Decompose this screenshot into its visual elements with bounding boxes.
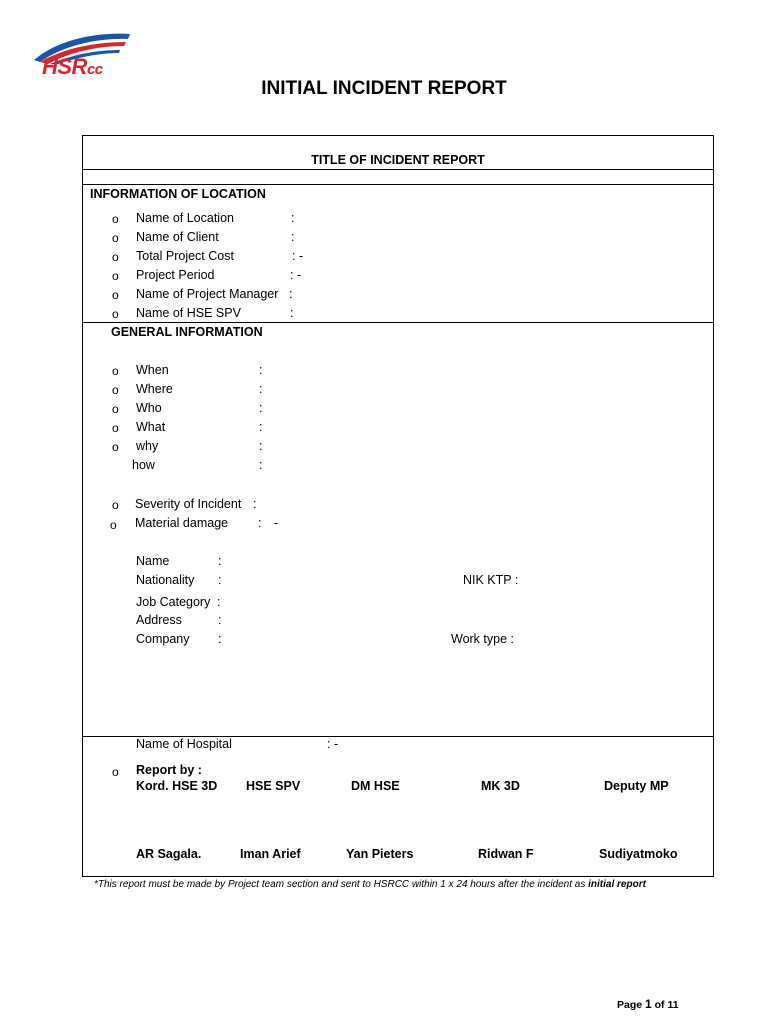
field-separator: : bbox=[259, 420, 263, 434]
footnote: *This report must be made by Project team section and sent to HSRCC within 1 x 24 hours after the incident as initial report bbox=[94, 879, 646, 890]
field-separator: : bbox=[218, 613, 222, 627]
signatory-name: Ridwan F bbox=[478, 847, 534, 861]
field-separator: : bbox=[217, 595, 221, 609]
field-separator: : bbox=[218, 554, 222, 568]
bullet-icon: o bbox=[112, 307, 119, 321]
field-label: When bbox=[136, 363, 169, 377]
field-separator: : bbox=[289, 287, 293, 301]
bullet-icon: o bbox=[112, 402, 119, 416]
table-title: TITLE OF INCIDENT REPORT bbox=[311, 153, 485, 167]
field-label: Project Period bbox=[136, 268, 215, 282]
field-label: Name of HSE SPV bbox=[136, 306, 241, 320]
field-label: Nationality bbox=[136, 573, 195, 587]
field-label: Who bbox=[136, 401, 162, 415]
field-label: Name of Hospital bbox=[136, 737, 232, 751]
field-label: Job Category bbox=[136, 595, 211, 609]
field-label: Severity of Incident bbox=[135, 497, 242, 511]
bullet-icon: o bbox=[112, 765, 119, 779]
bullet-icon: o bbox=[112, 383, 119, 397]
field-separator: : bbox=[218, 573, 222, 587]
location-heading: INFORMATION OF LOCATION bbox=[90, 187, 266, 201]
field-label: how bbox=[132, 458, 155, 472]
signatory-name: Iman Arief bbox=[240, 847, 301, 861]
field-label: What bbox=[136, 420, 166, 434]
field-label: why bbox=[136, 439, 159, 453]
bullet-icon: o bbox=[112, 288, 119, 302]
company-logo bbox=[30, 30, 134, 80]
field-label: Material damage bbox=[135, 516, 229, 530]
field-label: Name of Client bbox=[136, 230, 219, 244]
signatory-role: MK 3D bbox=[481, 779, 520, 793]
field-separator: : bbox=[253, 497, 257, 511]
field-separator: : - bbox=[292, 249, 304, 263]
bullet-icon: o bbox=[112, 440, 119, 454]
bullet-icon: o bbox=[112, 250, 119, 264]
report-by-label: Report by : bbox=[136, 763, 202, 777]
field-separator: : bbox=[259, 439, 263, 453]
table-divider bbox=[82, 169, 714, 170]
field-separator: : bbox=[259, 458, 263, 472]
field-separator: : - bbox=[327, 737, 339, 751]
signatory-name: Sudiyatmoko bbox=[599, 847, 678, 861]
logo-text: HSRcc bbox=[42, 54, 103, 79]
field-separator: : bbox=[259, 401, 263, 415]
field-separator: : bbox=[218, 632, 222, 646]
field-separator: : bbox=[258, 516, 262, 530]
signatory-name: AR Sagala. bbox=[136, 847, 202, 861]
signatory-role: Deputy MP bbox=[604, 779, 669, 793]
bullet-icon: o bbox=[112, 498, 119, 512]
bullet-icon: o bbox=[112, 364, 119, 378]
table-divider bbox=[82, 184, 714, 185]
signatory-role: Kord. HSE 3D bbox=[136, 779, 218, 793]
signatory-role: HSE SPV bbox=[246, 779, 301, 793]
field-label: Name of Location bbox=[136, 211, 234, 225]
field-value: - bbox=[274, 516, 279, 530]
field-separator: : - bbox=[290, 268, 302, 282]
signatory-role: DM HSE bbox=[351, 779, 400, 793]
bullet-icon: o bbox=[112, 212, 119, 226]
field-separator: : bbox=[291, 230, 295, 244]
field-separator: : bbox=[259, 363, 263, 377]
field-label: Company bbox=[136, 632, 190, 646]
field-label: Total Project Cost bbox=[136, 249, 234, 263]
work-type-label: Work type : bbox=[451, 632, 514, 646]
bullet-icon: o bbox=[110, 518, 117, 532]
field-label: Address bbox=[136, 613, 182, 627]
general-heading: GENERAL INFORMATION bbox=[111, 325, 263, 339]
bullet-icon: o bbox=[112, 269, 119, 283]
field-separator: : bbox=[290, 306, 294, 320]
document-title: INITIAL INCIDENT REPORT bbox=[261, 78, 507, 99]
field-label: Where bbox=[136, 382, 173, 396]
footnote-emphasis: initial report bbox=[588, 879, 646, 890]
signatory-name: Yan Pieters bbox=[346, 847, 414, 861]
page-number: Page 1 of 11 bbox=[617, 997, 679, 1011]
field-label: Name bbox=[136, 554, 170, 568]
field-separator: : bbox=[259, 382, 263, 396]
bullet-icon: o bbox=[112, 231, 119, 245]
field-label: Name of Project Manager bbox=[136, 287, 279, 301]
nik-ktp-label: NIK KTP : bbox=[463, 573, 519, 587]
table-divider bbox=[82, 322, 714, 323]
bullet-icon: o bbox=[112, 421, 119, 435]
field-separator: : bbox=[291, 211, 295, 225]
